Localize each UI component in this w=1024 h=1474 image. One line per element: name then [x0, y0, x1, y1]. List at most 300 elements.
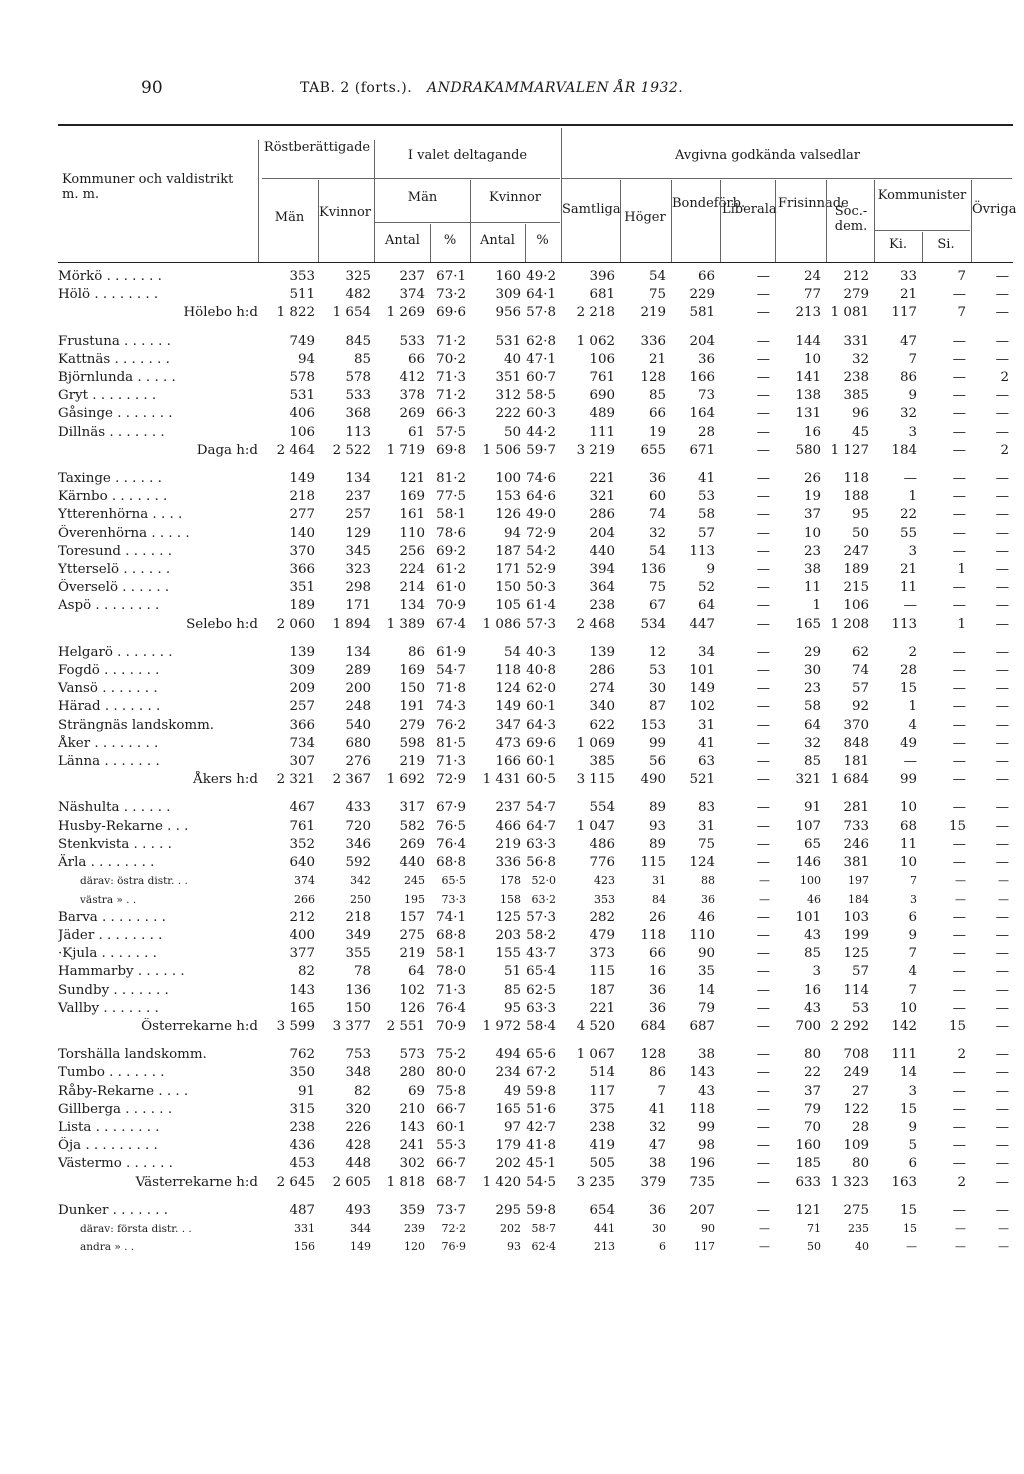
cell-ovriga: —	[995, 1018, 1009, 1034]
cell-kommunister-si: —	[952, 406, 966, 422]
cell-kommunister-ki: 6	[908, 1156, 917, 1172]
cell-rost-man: 2 464	[276, 442, 315, 458]
cell-liberala: —	[756, 1174, 770, 1190]
cell-samtliga: 690	[589, 388, 615, 404]
cell-kommunister-si: —	[952, 388, 966, 404]
district-name: västra » . .	[80, 893, 137, 906]
cell-valet-kvinnor-pct: 63·3	[526, 836, 556, 852]
cell-rost-kvinnor: 226	[345, 1119, 371, 1135]
cell-rost-kvinnor: 320	[345, 1101, 371, 1117]
cell-liberala: —	[756, 287, 770, 303]
cell-rost-kvinnor: 428	[345, 1138, 371, 1154]
sub-row	[58, 1238, 1012, 1256]
cell-valet-man-antal: 1 818	[386, 1174, 425, 1190]
cell-rost-kvinnor: 753	[345, 1047, 371, 1063]
cell-kommunister-si: 2	[957, 1047, 966, 1063]
header-kommuner: Kommuner och valdistrikt m. m.	[62, 172, 234, 202]
cell-valet-man-antal: 195	[404, 892, 425, 906]
cell-rost-man: 400	[289, 927, 315, 943]
cell-samtliga: 286	[589, 507, 615, 523]
cell-bondeforb: 58	[697, 507, 715, 523]
cell-liberala: —	[759, 1240, 770, 1254]
cell-hoger: 32	[648, 1119, 666, 1135]
cell-kommunister-ki: 22	[899, 507, 917, 523]
cell-valet-kvinnor-pct: 59·8	[526, 1202, 556, 1218]
cell-valet-man-pct: 80·0	[436, 1065, 466, 1081]
cell-rost-kvinnor: 237	[345, 489, 371, 505]
cell-frisinnade: 141	[795, 370, 821, 386]
sub-row	[58, 1220, 1012, 1238]
sub-row	[58, 891, 1012, 909]
cell-valet-kvinnor-pct: 62·8	[526, 333, 556, 349]
cell-socdem: 1 323	[830, 1174, 869, 1190]
cell-valet-man-pct: 54·7	[436, 663, 466, 679]
cell-valet-man-antal: 374	[399, 287, 425, 303]
cell-rost-man: 377	[289, 946, 315, 962]
district-name: Vallby . . . . . . .	[58, 1000, 159, 1016]
cell-valet-kvinnor-pct: 64·3	[526, 717, 556, 733]
cell-hoger: 60	[648, 489, 666, 505]
cell-samtliga: 1 067	[576, 1047, 615, 1063]
header-divider	[318, 180, 319, 262]
cell-samtliga: 282	[589, 909, 615, 925]
cell-frisinnade: 23	[803, 543, 821, 559]
header-kommunister: Kommunister	[877, 188, 967, 203]
cell-socdem: 281	[843, 800, 869, 816]
cell-valet-kvinnor-antal: 149	[495, 699, 521, 715]
cell-samtliga: 505	[589, 1156, 615, 1172]
cell-valet-man-antal: 126	[399, 1000, 425, 1016]
cell-rost-kvinnor: 346	[345, 836, 371, 852]
cell-hoger: 6	[659, 1240, 666, 1254]
cell-ovriga: —	[995, 717, 1009, 733]
cell-valet-kvinnor-antal: 124	[495, 681, 521, 697]
cell-liberala: —	[756, 580, 770, 596]
cell-rost-man: 578	[289, 370, 315, 386]
cell-valet-kvinnor-pct: 52·9	[526, 562, 556, 578]
cell-socdem: 275	[843, 1202, 869, 1218]
cell-samtliga: 385	[589, 754, 615, 770]
cell-socdem: 92	[851, 699, 869, 715]
cell-bondeforb: 90	[701, 1221, 715, 1235]
cell-rost-man: 315	[289, 1101, 315, 1117]
title-main: ANDRAKAMMARVALEN ÅR 1932.	[427, 80, 684, 96]
header-divider	[374, 140, 375, 262]
cell-valet-kvinnor-antal: 49	[503, 1083, 521, 1099]
cell-valet-man-pct: 81·5	[436, 735, 466, 751]
cell-valet-kvinnor-pct: 64·7	[526, 818, 556, 834]
table-row	[58, 1202, 1012, 1220]
cell-valet-man-antal: 86	[407, 644, 425, 660]
cell-ovriga: —	[995, 1174, 1009, 1190]
cell-rost-man: 218	[289, 489, 315, 505]
cell-ovriga: —	[998, 892, 1009, 906]
total-row	[58, 1174, 1012, 1192]
cell-ovriga: —	[998, 874, 1009, 888]
cell-socdem: 122	[843, 1101, 869, 1117]
cell-rost-kvinnor: 136	[345, 982, 371, 998]
cell-liberala: —	[756, 836, 770, 852]
cell-valet-man-antal: 1 269	[386, 305, 425, 321]
cell-valet-man-antal: 157	[399, 909, 425, 925]
cell-bondeforb: 166	[689, 370, 715, 386]
cell-liberala: —	[756, 525, 770, 541]
cell-frisinnade: 79	[803, 1101, 821, 1117]
cell-kommunister-ki: 3	[908, 543, 917, 559]
cell-rost-man: 749	[289, 333, 315, 349]
cell-valet-man-pct: 69·2	[436, 543, 466, 559]
cell-rost-man: 406	[289, 406, 315, 422]
cell-kommunister-ki: 9	[908, 388, 917, 404]
cell-valet-man-antal: 1 719	[386, 442, 425, 458]
table-row	[58, 506, 1012, 524]
header-samtliga: Samtliga	[562, 202, 621, 217]
cell-valet-kvinnor-antal: 351	[495, 370, 521, 386]
table-row	[58, 369, 1012, 387]
header-i-valet: I valet deltagande	[407, 148, 528, 163]
cell-ovriga: —	[995, 1156, 1009, 1172]
cell-valet-man-pct: 77·5	[436, 489, 466, 505]
cell-socdem: 50	[851, 525, 869, 541]
cell-valet-man-pct: 55·3	[436, 1138, 466, 1154]
cell-rost-kvinnor: 2 605	[332, 1174, 371, 1190]
cell-rost-man: 2 321	[276, 772, 315, 788]
cell-valet-man-antal: 412	[399, 370, 425, 386]
cell-rost-man: 1 822	[276, 305, 315, 321]
total-row	[58, 304, 1012, 322]
cell-bondeforb: 581	[689, 305, 715, 321]
cell-rost-kvinnor: 533	[345, 388, 371, 404]
cell-frisinnade: 64	[803, 717, 821, 733]
cell-rost-man: 352	[289, 836, 315, 852]
cell-valet-man-antal: 169	[399, 489, 425, 505]
cell-frisinnade: 185	[795, 1156, 821, 1172]
district-name: Barva . . . . . . . .	[58, 909, 166, 925]
cell-rost-kvinnor: 348	[345, 1065, 371, 1081]
header-line	[562, 178, 1012, 179]
cell-socdem: 40	[855, 1240, 869, 1254]
cell-kommunister-si: —	[952, 946, 966, 962]
header-divider	[971, 180, 972, 262]
top-rule	[58, 124, 1013, 126]
cell-rost-man: 139	[289, 644, 315, 660]
cell-hoger: 19	[648, 424, 666, 440]
cell-valet-kvinnor-antal: 178	[500, 874, 521, 888]
cell-valet-kvinnor-antal: 295	[495, 1202, 521, 1218]
cell-samtliga: 3 219	[576, 442, 615, 458]
cell-valet-man-antal: 64	[407, 964, 425, 980]
cell-frisinnade: 146	[795, 855, 821, 871]
cell-valet-man-antal: 224	[399, 562, 425, 578]
cell-valet-man-pct: 68·8	[436, 927, 466, 943]
table-row	[58, 680, 1012, 698]
cell-socdem: 181	[843, 754, 869, 770]
cell-ovriga: —	[995, 772, 1009, 788]
district-name: Härad . . . . . . .	[58, 699, 161, 715]
cell-rost-man: 94	[297, 351, 315, 367]
cell-frisinnade: 37	[803, 1083, 821, 1099]
header-antal-man: Antal	[385, 233, 420, 248]
cell-frisinnade: 11	[803, 580, 821, 596]
cell-valet-kvinnor-pct: 58·2	[526, 927, 556, 943]
total-row	[58, 771, 1012, 789]
table-row	[58, 753, 1012, 771]
cell-valet-man-antal: 219	[399, 946, 425, 962]
cell-bondeforb: 14	[697, 982, 715, 998]
cell-hoger: 153	[640, 717, 666, 733]
cell-kommunister-ki: 163	[891, 1174, 917, 1190]
cell-rost-kvinnor: 349	[345, 927, 371, 943]
header-divider	[671, 180, 672, 262]
cell-liberala: —	[756, 1101, 770, 1117]
cell-rost-man: 257	[289, 699, 315, 715]
cell-kommunister-si: —	[952, 1101, 966, 1117]
cell-rost-kvinnor: 720	[345, 818, 371, 834]
cell-valet-man-pct: 68·7	[436, 1174, 466, 1190]
table-row	[58, 1101, 1012, 1119]
cell-bondeforb: 36	[701, 892, 715, 906]
cell-kommunister-ki: 15	[903, 1221, 917, 1235]
cell-bondeforb: 28	[697, 424, 715, 440]
header-valet-kvinnor: Kvinnor	[489, 190, 541, 205]
cell-rost-man: 640	[289, 855, 315, 871]
header-line	[375, 222, 560, 223]
cell-kommunister-ki: 21	[899, 287, 917, 303]
cell-valet-kvinnor-pct: 47·1	[526, 351, 556, 367]
cell-ovriga: —	[995, 424, 1009, 440]
cell-kommunister-ki: 33	[899, 269, 917, 284]
cell-valet-kvinnor-antal: 336	[495, 855, 521, 871]
cell-valet-man-pct: 76·5	[436, 818, 466, 834]
district-name: Tumbo . . . . . . .	[58, 1065, 165, 1081]
cell-samtliga: 489	[589, 406, 615, 422]
cell-bondeforb: 229	[689, 287, 715, 303]
cell-liberala: —	[756, 1202, 770, 1218]
cell-ovriga: —	[995, 525, 1009, 541]
cell-kommunister-ki: 99	[899, 772, 917, 788]
cell-samtliga: 423	[594, 874, 615, 888]
cell-kommunister-si: —	[952, 1083, 966, 1099]
table-row	[58, 945, 1012, 963]
cell-liberala: —	[756, 305, 770, 321]
cell-ovriga: —	[995, 681, 1009, 697]
cell-rost-kvinnor: 129	[345, 525, 371, 541]
cell-kommunister-ki: 15	[899, 1101, 917, 1117]
cell-ovriga: —	[995, 818, 1009, 834]
cell-samtliga: 654	[589, 1202, 615, 1218]
cell-valet-man-pct: 76·4	[436, 836, 466, 852]
cell-liberala: —	[756, 818, 770, 834]
table-row	[58, 1119, 1012, 1137]
cell-valet-man-antal: 378	[399, 388, 425, 404]
district-name: Mörkö . . . . . . .	[58, 269, 162, 284]
cell-hoger: 87	[648, 699, 666, 715]
cell-socdem: 184	[848, 892, 869, 906]
cell-valet-kvinnor-pct: 54·5	[526, 1174, 556, 1190]
cell-valet-man-antal: 121	[399, 471, 425, 487]
cell-bondeforb: 117	[694, 1240, 715, 1254]
cell-rost-kvinnor: 248	[345, 699, 371, 715]
cell-rost-man: 307	[289, 754, 315, 770]
cell-valet-kvinnor-antal: 100	[495, 471, 521, 487]
cell-kommunister-ki: 9	[908, 927, 917, 943]
cell-socdem: 62	[851, 644, 869, 660]
cell-rost-kvinnor: 592	[345, 855, 371, 871]
cell-kommunister-ki: 32	[899, 406, 917, 422]
row-gap	[58, 1036, 1012, 1046]
cell-liberala: —	[756, 1000, 770, 1016]
cell-liberala: —	[756, 1156, 770, 1172]
cell-valet-kvinnor-antal: 309	[495, 287, 521, 303]
cell-rost-man: 353	[289, 269, 315, 284]
cell-valet-kvinnor-pct: 65·4	[526, 964, 556, 980]
cell-ovriga: —	[998, 1221, 1009, 1235]
cell-liberala: —	[756, 543, 770, 559]
cell-bondeforb: 735	[689, 1174, 715, 1190]
cell-samtliga: 1 047	[576, 818, 615, 834]
cell-liberala: —	[756, 754, 770, 770]
election-table	[58, 268, 1012, 1256]
cell-valet-kvinnor-antal: 531	[495, 333, 521, 349]
header-ki: Ki.	[888, 237, 907, 252]
cell-valet-kvinnor-antal: 202	[500, 1221, 521, 1235]
cell-frisinnade: 70	[803, 1119, 821, 1135]
district-name: Överenhörna . . . . .	[58, 525, 190, 541]
cell-socdem: 189	[843, 562, 869, 578]
cell-kommunister-si: —	[955, 874, 966, 888]
cell-frisinnade: 85	[803, 754, 821, 770]
cell-liberala: —	[756, 1119, 770, 1135]
cell-valet-kvinnor-antal: 179	[495, 1138, 521, 1154]
cell-kommunister-ki: —	[903, 754, 917, 770]
cell-frisinnade: 121	[795, 1202, 821, 1218]
district-name: Ytterselö . . . . . .	[58, 562, 171, 578]
cell-valet-man-pct: 74·3	[436, 699, 466, 715]
cell-kommunister-ki: 7	[908, 946, 917, 962]
table-row	[58, 351, 1012, 369]
cell-rost-man: 189	[289, 598, 315, 614]
header-divider	[470, 180, 471, 262]
cell-kommunister-si: —	[952, 1156, 966, 1172]
cell-kommunister-si: —	[952, 442, 966, 458]
cell-ovriga: —	[995, 406, 1009, 422]
cell-bondeforb: 73	[697, 388, 715, 404]
header-bondeforb: Bondeförb.	[672, 196, 746, 211]
cell-kommunister-si: 15	[948, 1018, 966, 1034]
cell-valet-man-antal: 1 692	[386, 772, 425, 788]
cell-ovriga: —	[995, 982, 1009, 998]
cell-valet-kvinnor-antal: 93	[507, 1240, 521, 1254]
cell-valet-man-antal: 219	[399, 754, 425, 770]
cell-socdem: 32	[851, 351, 869, 367]
cell-rost-man: 366	[289, 562, 315, 578]
cell-kommunister-ki: 55	[899, 525, 917, 541]
cell-samtliga: 681	[589, 287, 615, 303]
table-row	[58, 405, 1012, 423]
cell-frisinnade: 213	[795, 305, 821, 321]
cell-valet-man-antal: 102	[399, 982, 425, 998]
cell-rost-man: 277	[289, 507, 315, 523]
cell-rost-man: 82	[297, 964, 315, 980]
cell-kommunister-ki: 3	[910, 892, 917, 906]
cell-samtliga: 4 520	[576, 1018, 615, 1034]
cell-valet-man-pct: 61·9	[436, 644, 466, 660]
cell-frisinnade: 80	[803, 1047, 821, 1063]
cell-valet-kvinnor-pct: 58·4	[526, 1018, 556, 1034]
cell-kommunister-ki: 7	[908, 351, 917, 367]
cell-samtliga: 187	[589, 982, 615, 998]
table-row	[58, 1083, 1012, 1101]
cell-ovriga: —	[995, 598, 1009, 614]
cell-frisinnade: 165	[795, 616, 821, 632]
cell-kommunister-ki: 142	[891, 1018, 917, 1034]
cell-kommunister-ki: —	[903, 471, 917, 487]
table-row	[58, 1000, 1012, 1018]
cell-frisinnade: 37	[803, 507, 821, 523]
header-liberala: Liberala	[722, 202, 777, 217]
cell-rost-kvinnor: 218	[345, 909, 371, 925]
cell-kommunister-si: —	[952, 489, 966, 505]
cell-kommunister-si: —	[952, 800, 966, 816]
total-row	[58, 442, 1012, 460]
table-row	[58, 543, 1012, 561]
cell-frisinnade: 85	[803, 946, 821, 962]
cell-kommunister-si: 7	[957, 305, 966, 321]
cell-valet-man-antal: 269	[399, 836, 425, 852]
cell-hoger: 21	[648, 351, 666, 367]
cell-valet-kvinnor-pct: 57·3	[526, 616, 556, 632]
cell-hoger: 36	[648, 471, 666, 487]
cell-liberala: —	[756, 772, 770, 788]
cell-samtliga: 479	[589, 927, 615, 943]
cell-kommunister-ki: 10	[899, 1000, 917, 1016]
total-row	[58, 616, 1012, 634]
header-socdem: Soc.-dem.	[834, 204, 868, 234]
cell-bondeforb: 66	[697, 269, 715, 284]
cell-liberala: —	[756, 406, 770, 422]
cell-frisinnade: 65	[803, 836, 821, 852]
cell-valet-man-pct: 58·1	[436, 946, 466, 962]
cell-hoger: 684	[640, 1018, 666, 1034]
cell-liberala: —	[756, 1047, 770, 1063]
cell-frisinnade: 58	[803, 699, 821, 715]
cell-valet-kvinnor-antal: 219	[495, 836, 521, 852]
district-name: Fogdö . . . . . . .	[58, 663, 160, 679]
table-row	[58, 854, 1012, 872]
cell-frisinnade: 580	[795, 442, 821, 458]
row-gap	[58, 1192, 1012, 1202]
cell-valet-man-antal: 214	[399, 580, 425, 596]
cell-rost-kvinnor: 433	[345, 800, 371, 816]
cell-socdem: 95	[851, 507, 869, 523]
cell-kommunister-si: —	[952, 772, 966, 788]
cell-liberala: —	[756, 644, 770, 660]
cell-valet-man-pct: 71·2	[436, 388, 466, 404]
cell-socdem: 215	[843, 580, 869, 596]
cell-liberala: —	[756, 946, 770, 962]
cell-liberala: —	[756, 616, 770, 632]
cell-rost-kvinnor: 171	[345, 598, 371, 614]
row-gap	[58, 460, 1012, 470]
cell-hoger: 128	[640, 370, 666, 386]
cell-kommunister-si: —	[952, 681, 966, 697]
table-row	[58, 579, 1012, 597]
cell-kommunister-ki: 3	[908, 424, 917, 440]
cell-rost-man: 238	[289, 1119, 315, 1135]
cell-liberala: —	[756, 927, 770, 943]
cell-valet-man-pct: 69·8	[436, 442, 466, 458]
cell-bondeforb: 98	[697, 1138, 715, 1154]
